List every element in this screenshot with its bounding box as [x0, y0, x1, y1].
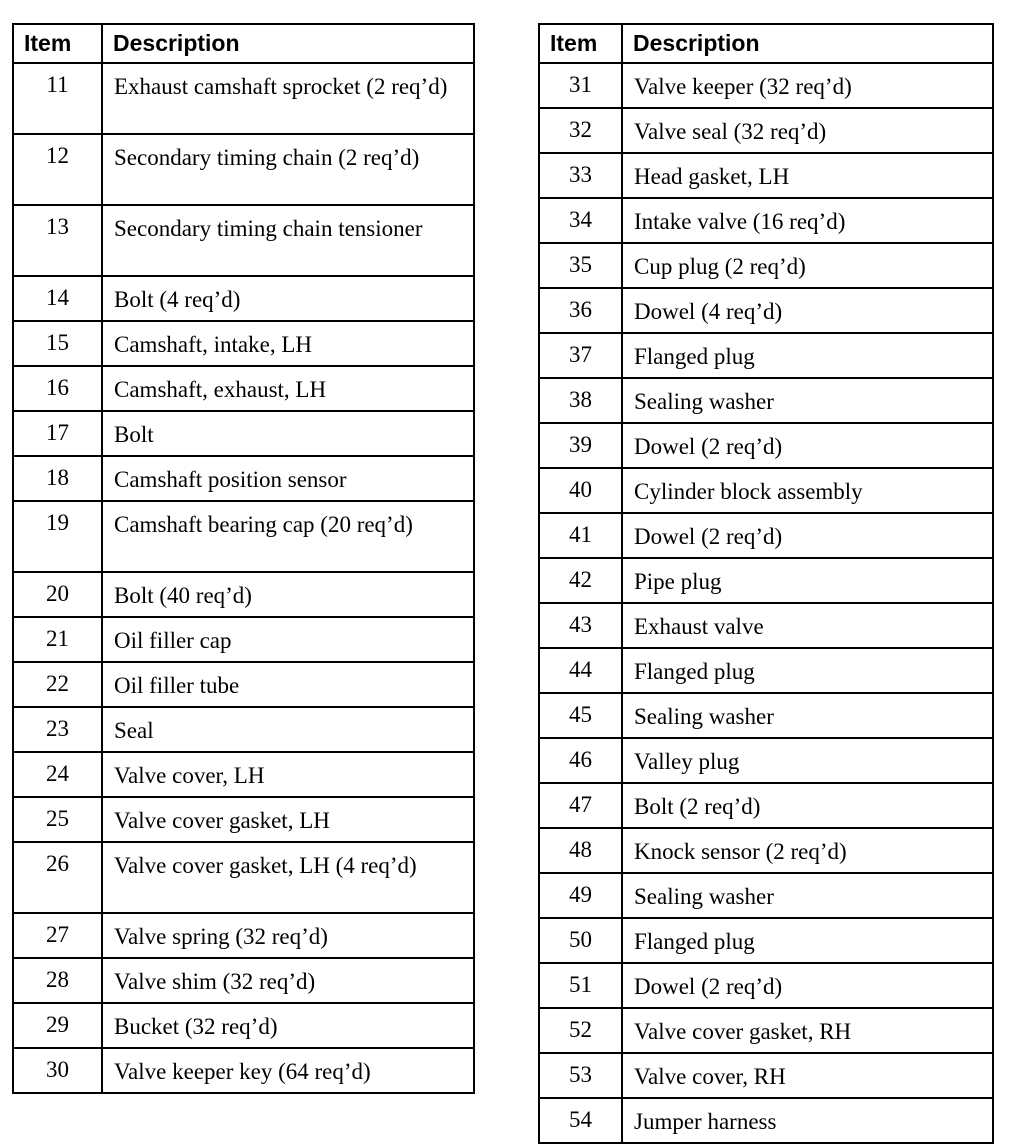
item-number: 39: [539, 423, 622, 468]
table-row: [13, 411, 474, 456]
table-row: [13, 797, 474, 842]
table-row: [13, 456, 474, 501]
table-row: [539, 1098, 993, 1143]
table-row: [539, 738, 993, 783]
item-number: 27: [13, 913, 102, 958]
item-number: 28: [13, 958, 102, 1003]
item-number: 50: [539, 918, 622, 963]
item-description: Intake valve (16 req’d): [622, 198, 993, 243]
item-number: 14: [13, 276, 102, 321]
item-number: 53: [539, 1053, 622, 1098]
table-row: [539, 1053, 993, 1098]
item-description: Camshaft, intake, LH: [102, 321, 474, 366]
item-description: Camshaft bearing cap (20 req’d): [102, 501, 474, 572]
item-description: Valve seal (32 req’d): [622, 108, 993, 153]
item-description: Sealing washer: [622, 873, 993, 918]
table-row: [13, 366, 474, 411]
table-row: [539, 558, 993, 603]
item-description: Knock sensor (2 req’d): [622, 828, 993, 873]
item-description: Dowel (2 req’d): [622, 513, 993, 558]
item-number: 36: [539, 288, 622, 333]
table-row: [13, 752, 474, 797]
item-description: Dowel (4 req’d): [622, 288, 993, 333]
item-number: 18: [13, 456, 102, 501]
item-description: Secondary timing chain tensioner: [102, 205, 474, 276]
table-row: [539, 288, 993, 333]
item-description: Valve shim (32 req’d): [102, 958, 474, 1003]
table-row: [539, 648, 993, 693]
table-row: [539, 198, 993, 243]
table-row: [13, 276, 474, 321]
item-description: Pipe plug: [622, 558, 993, 603]
table-row: [539, 828, 993, 873]
table-row: [13, 134, 474, 205]
item-description: Cup plug (2 req’d): [622, 243, 993, 288]
table-row: [539, 693, 993, 738]
item-description: Oil filler tube: [102, 662, 474, 707]
item-number: 40: [539, 468, 622, 513]
item-number: 54: [539, 1098, 622, 1143]
item-description: Bolt (2 req’d): [622, 783, 993, 828]
item-number: 37: [539, 333, 622, 378]
item-number: 33: [539, 153, 622, 198]
table-row: [13, 707, 474, 752]
item-description: Flanged plug: [622, 648, 993, 693]
item-number: 47: [539, 783, 622, 828]
parts-table-right: [538, 23, 994, 1144]
item-description: Valve cover, RH: [622, 1053, 993, 1098]
item-number: 24: [13, 752, 102, 797]
item-description: Valley plug: [622, 738, 993, 783]
header-row: [539, 24, 993, 63]
item-description: Sealing washer: [622, 378, 993, 423]
item-description: Bucket (32 req’d): [102, 1003, 474, 1048]
item-description: Flanged plug: [622, 918, 993, 963]
item-description: Secondary timing chain (2 req’d): [102, 134, 474, 205]
item-description: Valve keeper (32 req’d): [622, 63, 993, 108]
item-number: 21: [13, 617, 102, 662]
table-row: [539, 918, 993, 963]
table-row: [539, 783, 993, 828]
item-column-header: Item: [539, 24, 622, 63]
item-number: 13: [13, 205, 102, 276]
item-number: 29: [13, 1003, 102, 1048]
item-description: Sealing washer: [622, 693, 993, 738]
table-row: [13, 958, 474, 1003]
description-column-header: Description: [622, 24, 993, 63]
item-description: Dowel (2 req’d): [622, 963, 993, 1008]
item-description: Oil filler cap: [102, 617, 474, 662]
item-description: Head gasket, LH: [622, 153, 993, 198]
table-row: [539, 513, 993, 558]
item-number: 42: [539, 558, 622, 603]
item-description: Valve cover gasket, LH (4 req’d): [102, 842, 474, 913]
item-number: 20: [13, 572, 102, 617]
item-number: 26: [13, 842, 102, 913]
item-number: 52: [539, 1008, 622, 1053]
item-description: Camshaft, exhaust, LH: [102, 366, 474, 411]
item-number: 11: [13, 63, 102, 134]
table-row: [539, 378, 993, 423]
item-description: Dowel (2 req’d): [622, 423, 993, 468]
header-row: [13, 24, 474, 63]
table-row: [539, 63, 993, 108]
table-row: [13, 321, 474, 366]
item-description: Valve keeper key (64 req’d): [102, 1048, 474, 1093]
table-row: [13, 63, 474, 134]
table-row: [539, 873, 993, 918]
item-number: 25: [13, 797, 102, 842]
table-row: [13, 501, 474, 572]
item-description: Valve cover gasket, LH: [102, 797, 474, 842]
table-row: [539, 243, 993, 288]
table-row: [13, 617, 474, 662]
item-number: 16: [13, 366, 102, 411]
item-number: 44: [539, 648, 622, 693]
item-number: 41: [539, 513, 622, 558]
item-number: 49: [539, 873, 622, 918]
item-description: Bolt (4 req’d): [102, 276, 474, 321]
table-row: [13, 662, 474, 707]
table-row: [13, 913, 474, 958]
table-row: [539, 108, 993, 153]
table-row: [539, 603, 993, 648]
item-description: Exhaust valve: [622, 603, 993, 648]
item-number: 46: [539, 738, 622, 783]
item-description: Valve cover, LH: [102, 752, 474, 797]
item-description: Valve spring (32 req’d): [102, 913, 474, 958]
table-row: [539, 153, 993, 198]
item-number: 35: [539, 243, 622, 288]
item-number: 38: [539, 378, 622, 423]
item-number: 22: [13, 662, 102, 707]
table-row: [539, 333, 993, 378]
item-number: 23: [13, 707, 102, 752]
item-description: Exhaust camshaft sprocket (2 req’d): [102, 63, 474, 134]
item-number: 31: [539, 63, 622, 108]
table-row: [13, 842, 474, 913]
item-description: Camshaft position sensor: [102, 456, 474, 501]
table-row: [539, 468, 993, 513]
item-column-header: Item: [13, 24, 102, 63]
item-description: Bolt (40 req’d): [102, 572, 474, 617]
item-number: 48: [539, 828, 622, 873]
item-number: 32: [539, 108, 622, 153]
item-number: 12: [13, 134, 102, 205]
table-row: [539, 423, 993, 468]
item-number: 45: [539, 693, 622, 738]
item-description: Jumper harness: [622, 1098, 993, 1143]
item-number: 51: [539, 963, 622, 1008]
item-number: 34: [539, 198, 622, 243]
item-number: 17: [13, 411, 102, 456]
item-description: Bolt: [102, 411, 474, 456]
item-description: Flanged plug: [622, 333, 993, 378]
table-row: [13, 572, 474, 617]
item-description: Cylinder block assembly: [622, 468, 993, 513]
table-row: [13, 205, 474, 276]
item-number: 15: [13, 321, 102, 366]
item-number: 19: [13, 501, 102, 572]
item-description: Valve cover gasket, RH: [622, 1008, 993, 1053]
table-row: [13, 1048, 474, 1093]
table-row: [539, 1008, 993, 1053]
item-number: 30: [13, 1048, 102, 1093]
table-row: [13, 1003, 474, 1048]
description-column-header: Description: [102, 24, 474, 63]
table-row: [539, 963, 993, 1008]
parts-table-left: [12, 23, 475, 1094]
item-number: 43: [539, 603, 622, 648]
item-description: Seal: [102, 707, 474, 752]
